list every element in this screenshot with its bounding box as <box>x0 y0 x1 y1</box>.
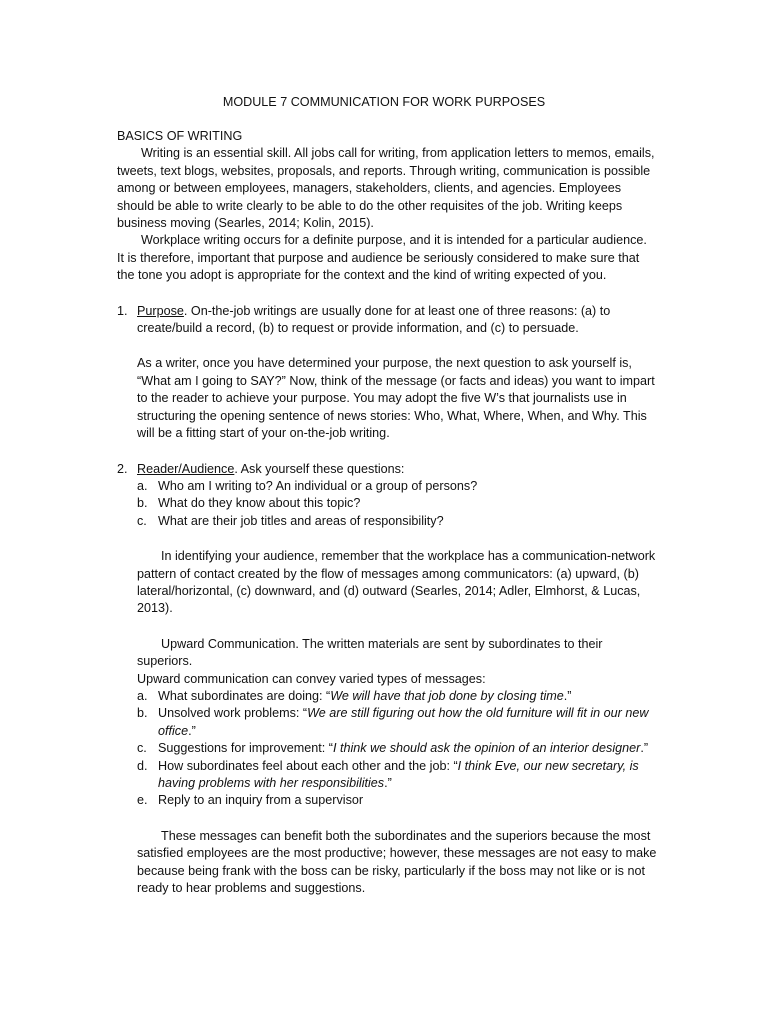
question-item: c. What are their job titles and areas of responsibility? <box>137 513 444 528</box>
purpose-paragraph <box>137 303 657 338</box>
list-item-audience <box>117 461 657 478</box>
purpose-text: . On-the-job writings are usually done for at least one of three reasons: (a) to create/build a record, (b) to request or provide information, and (c) to persuade. <box>137 303 611 336</box>
section-heading: BASICS OF WRITING <box>117 129 243 143</box>
audience-paragraph: In identifying your audience, remember that the workplace has a communication-network pattern of contact created by the flow of messages among communicators: (a) upward, (b) lateral/horizontal, (c) downward, and (d) outward (Searles, 2014; Adler, Elmhorst, & Lucas, 2013). <box>137 549 656 616</box>
intro-paragraph-1: Writing is an essential skill. All jobs call for writing, from application letters to memos, emails, tweets, text blogs, websites, proposals, and reports. Through writing, communication is possible among or between employees, managers, stakeholders, clients, and agencies. Employees should be able to write clearly to be able to do the other requisites of the job. Writing keeps business moving (Searles, 2014; Kolin, 2015). <box>117 146 655 231</box>
intro-paragraph-2: Workplace writing occurs for a definite purpose, and it is intended for a particular audience. It is therefore, important that purpose and audience be seriously considered to make sure that the tone you adopt is appropriate for the context and the kind of writing expected of you. <box>117 233 647 283</box>
upward-term: Upward Communication. <box>161 636 299 651</box>
list-item-purpose <box>117 303 657 443</box>
document-title: MODULE 7 COMMUNICATION FOR WORK PURPOSES <box>222 95 546 109</box>
audience-text: . Ask yourself these questions: <box>234 461 405 476</box>
upward-item: e. Reply to an inquiry from a supervisor <box>137 793 364 808</box>
closing-paragraph: These messages can benefit both the subordinates and the superiors because the most satisfied employees are the most productive; however, these messages are not easy to make because being frank with the boss can be risky, particularly if the boss may not like or is not ready to hear problems and suggestions. <box>137 828 657 896</box>
upward-item: b. Unsolved work problems: “We are still figuring out how the old furniture will fit in our new office.” <box>137 706 649 738</box>
list-number: 2. <box>117 461 128 476</box>
upward-item: c. Suggestions for improvement: “I think we should ask the opinion of an interior designer.” <box>137 741 649 756</box>
upward-item: a. What subordinates are doing: “We will have that job done by closing time.” <box>137 688 572 703</box>
purpose-followup: As a writer, once you have determined your purpose, the next question to ask yourself is, “What am I going to SAY?” Now, think of the message (or facts and ideas) you want to impart to the reader to achieve your purpose. You may adopt the five W’s that journalists use in structuring the opening sentence of news stories: Who, What, Where, When, and Why. This will be a fitting start of your on-the-job writing. <box>137 356 655 441</box>
upward-line2: Upward communication can convey varied types of messages: <box>137 671 486 686</box>
purpose-term: Purpose <box>137 303 184 318</box>
question-item: a. Who am I writing to? An individual or a group of persons? <box>137 478 478 493</box>
document-body <box>117 128 657 897</box>
list-number: 1. <box>117 303 128 318</box>
question-item: b. What do they know about this topic? <box>137 496 361 511</box>
upward-paragraph: Upward Communication. The written materials are sent by subordinates to their superiors. <box>137 636 603 669</box>
audience-intro <box>137 461 657 478</box>
upward-item: d. How subordinates feel about each other and the job: “I think Eve, our new secretary, is having problems with her responsibilities.” <box>137 758 639 790</box>
audience-term: Reader/Audience <box>137 461 235 476</box>
